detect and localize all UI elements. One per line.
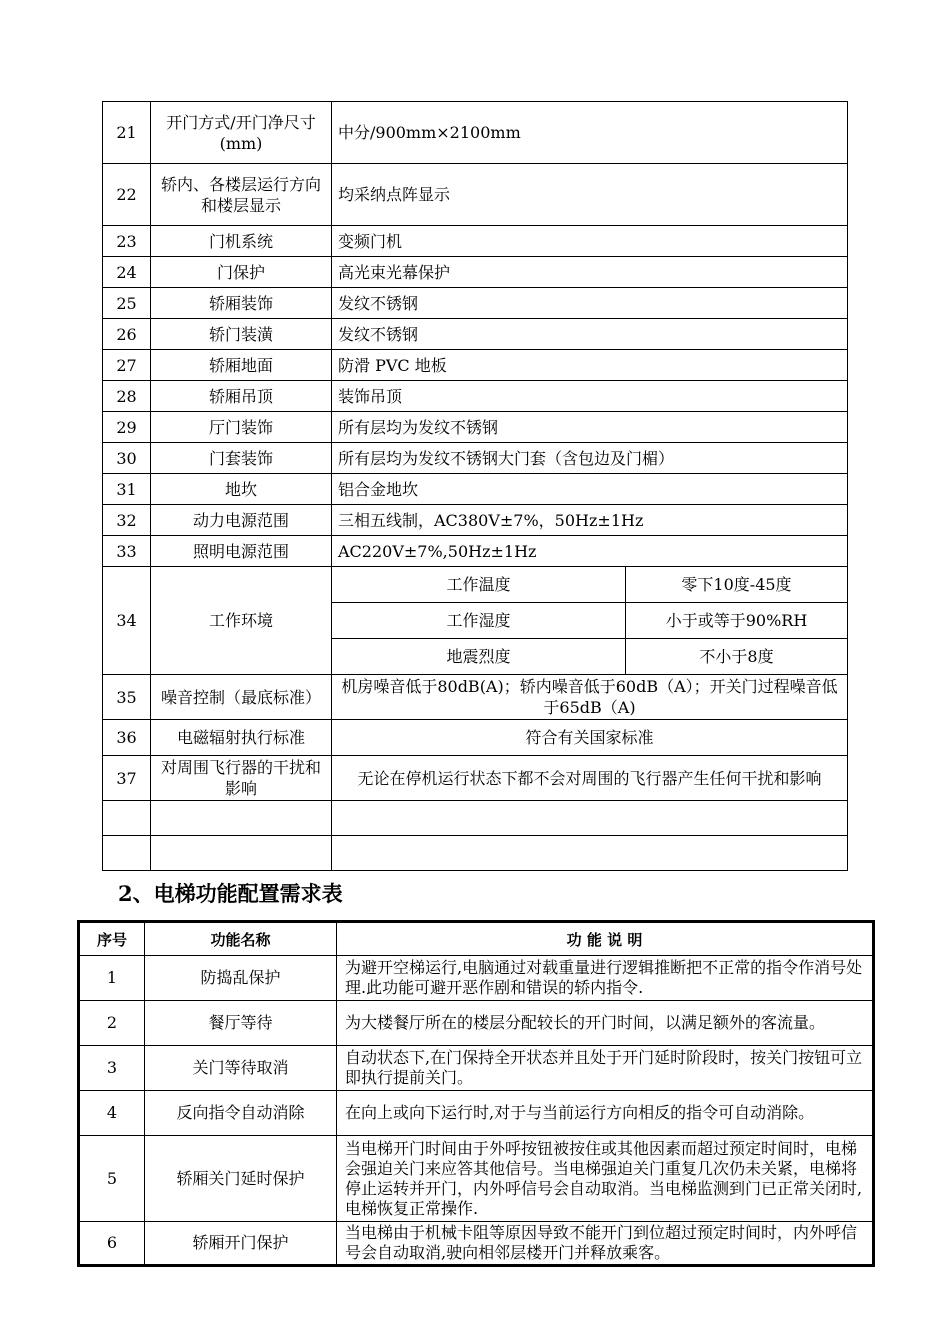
env-label: 工作湿度 (332, 603, 626, 639)
row-item-value: 机房噪音低于80dB(A)；轿内噪音低于60dB（A）；开关门过程噪音低于65dB（A) (332, 675, 848, 720)
env-value: 不小于8度 (626, 639, 848, 675)
row-number: 28 (103, 381, 151, 412)
function-name: 防捣乱保护 (145, 956, 337, 1001)
row-number: 33 (103, 536, 151, 567)
row-item-value: 符合有关国家标准 (332, 720, 848, 756)
row-item-value: 发纹不锈钢 (332, 288, 848, 319)
row-item-name: 照明电源范围 (151, 536, 332, 567)
table-row (79, 1136, 874, 1222)
row-item-name: 对周围飞行器的干扰和影响 (151, 756, 332, 801)
row-number: 35 (103, 675, 151, 720)
function-name: 餐厅等待 (145, 1001, 337, 1046)
empty-row (103, 836, 848, 871)
row-item-value: 发纹不锈钢 (332, 319, 848, 350)
row-item-name: 轿厢吊顶 (151, 381, 332, 412)
row-item-value: 装饰吊顶 (332, 381, 848, 412)
row-number: 27 (103, 350, 151, 381)
table-row (79, 1046, 874, 1091)
row-number: 34 (103, 567, 151, 675)
empty-cell (151, 801, 332, 836)
row-number: 37 (103, 756, 151, 801)
function-description: 在向上或向下运行时,对于与当前运行方向相反的指令可自动消除。 (337, 1091, 874, 1136)
table-row (103, 288, 848, 319)
row-item-name: 工作环境 (151, 567, 332, 675)
function-description: 为大楼餐厅所在的楼层分配较长的开门时间，以满足额外的客流量。 (337, 1001, 874, 1046)
function-name: 轿厢关门延时保护 (145, 1136, 337, 1222)
table-row (103, 350, 848, 381)
row-number: 22 (103, 164, 151, 226)
function-number: 4 (79, 1091, 145, 1136)
table-row (103, 675, 848, 720)
function-number: 3 (79, 1046, 145, 1091)
row-item-name: 轿厢地面 (151, 350, 332, 381)
row-number: 25 (103, 288, 151, 319)
empty-row (103, 801, 848, 836)
function-description: 当电梯由于机械卡阻等原因导致不能开门到位超过预定时间时，内外呼信号会自动取消,驶向相邻层楼开门并释放乘客。 (337, 1222, 874, 1266)
table-header-row (79, 922, 874, 956)
row-item-name: 动力电源范围 (151, 505, 332, 536)
table-row (103, 756, 848, 801)
row-number: 26 (103, 319, 151, 350)
function-name: 轿厢开门保护 (145, 1222, 337, 1266)
function-description: 当电梯开门时间由于外呼按钮被按住或其他因素而超过预定时间时，电梯会强迫关门来应答其他信号。当电梯强迫关门重复几次仍未关紧，电梯将停止运转并开门，内外呼信号会自动取消。当电梯监测到门已正常关闭时,电梯恢复正常操作. (337, 1136, 874, 1222)
empty-cell (332, 801, 848, 836)
row-number: 32 (103, 505, 151, 536)
row-number: 36 (103, 720, 151, 756)
row-item-name: 轿门装潢 (151, 319, 332, 350)
row-number: 21 (103, 102, 151, 164)
row-item-name: 轿内、各楼层运行方向和楼层显示 (151, 164, 332, 226)
row-number: 31 (103, 474, 151, 505)
empty-cell (103, 836, 151, 871)
env-label: 工作温度 (332, 567, 626, 603)
table-row (79, 1001, 874, 1046)
row-item-value: 所有层均为发纹不锈钢大门套（含包边及门楣） (332, 443, 848, 474)
row-item-value: 高光束光幕保护 (332, 257, 848, 288)
row-item-name: 厅门装饰 (151, 412, 332, 443)
row-item-name: 噪音控制（最底标准） (151, 675, 332, 720)
table-row (103, 720, 848, 756)
row-item-value: 三相五线制，AC380V±7%，50Hz±1Hz (332, 505, 848, 536)
row-item-name: 电磁辐射执行标准 (151, 720, 332, 756)
row-item-name: 开门方式/开门净尺寸(mm) (151, 102, 332, 164)
table-row (103, 443, 848, 474)
table-row (79, 1222, 874, 1266)
function-name: 关门等待取消 (145, 1046, 337, 1091)
function-description: 为避开空梯运行,电脑通过对载重量进行逻辑推断把不正常的指令作消号处理.此功能可避开恶作剧和错误的轿内指令. (337, 956, 874, 1001)
table-row (79, 1091, 874, 1136)
row-item-value: AC220V±7%,50Hz±1Hz (332, 536, 848, 567)
function-config-table (77, 920, 875, 1267)
table-row (103, 319, 848, 350)
row-item-value: 防滑 PVC 地板 (332, 350, 848, 381)
table-row (103, 536, 848, 567)
table-row (103, 474, 848, 505)
row-item-value: 均采纳点阵显示 (332, 164, 848, 226)
row-item-value: 所有层均为发纹不锈钢 (332, 412, 848, 443)
row-item-name: 门保护 (151, 257, 332, 288)
header-function-description: 功 能 说 明 (337, 922, 874, 956)
table-row (103, 505, 848, 536)
table-row (103, 567, 848, 603)
row-item-name: 门机系统 (151, 226, 332, 257)
elevator-spec-table (102, 101, 848, 871)
row-number: 29 (103, 412, 151, 443)
table-row (103, 381, 848, 412)
row-item-value: 铝合金地坎 (332, 474, 848, 505)
header-number: 序号 (79, 922, 145, 956)
function-description: 自动状态下,在门保持全开状态并且处于开门延时阶段时，按关门按钮可立即执行提前关门。 (337, 1046, 874, 1091)
section-title: 2、电梯功能配置需求表 (118, 881, 343, 906)
row-number: 24 (103, 257, 151, 288)
empty-cell (332, 836, 848, 871)
table-row (103, 164, 848, 226)
function-name: 反向指令自动消除 (145, 1091, 337, 1136)
function-number: 2 (79, 1001, 145, 1046)
row-item-name: 门套装饰 (151, 443, 332, 474)
row-item-value: 无论在停机运行状态下都不会对周围的飞行器产生任何干扰和影响 (332, 756, 848, 801)
table-row (103, 412, 848, 443)
env-label: 地震烈度 (332, 639, 626, 675)
row-item-value: 变频门机 (332, 226, 848, 257)
row-item-value: 中分/900mm×2100mm (332, 102, 848, 164)
row-item-name: 轿厢装饰 (151, 288, 332, 319)
row-item-name: 地坎 (151, 474, 332, 505)
table-row (79, 956, 874, 1001)
table-row (103, 102, 848, 164)
empty-cell (103, 801, 151, 836)
function-number: 1 (79, 956, 145, 1001)
env-value: 小于或等于90%RH (626, 603, 848, 639)
env-value: 零下10度-45度 (626, 567, 848, 603)
function-number: 6 (79, 1222, 145, 1266)
header-function-name: 功能名称 (145, 922, 337, 956)
row-number: 23 (103, 226, 151, 257)
function-number: 5 (79, 1136, 145, 1222)
table-row (103, 226, 848, 257)
row-number: 30 (103, 443, 151, 474)
empty-cell (151, 836, 332, 871)
table-row (103, 257, 848, 288)
